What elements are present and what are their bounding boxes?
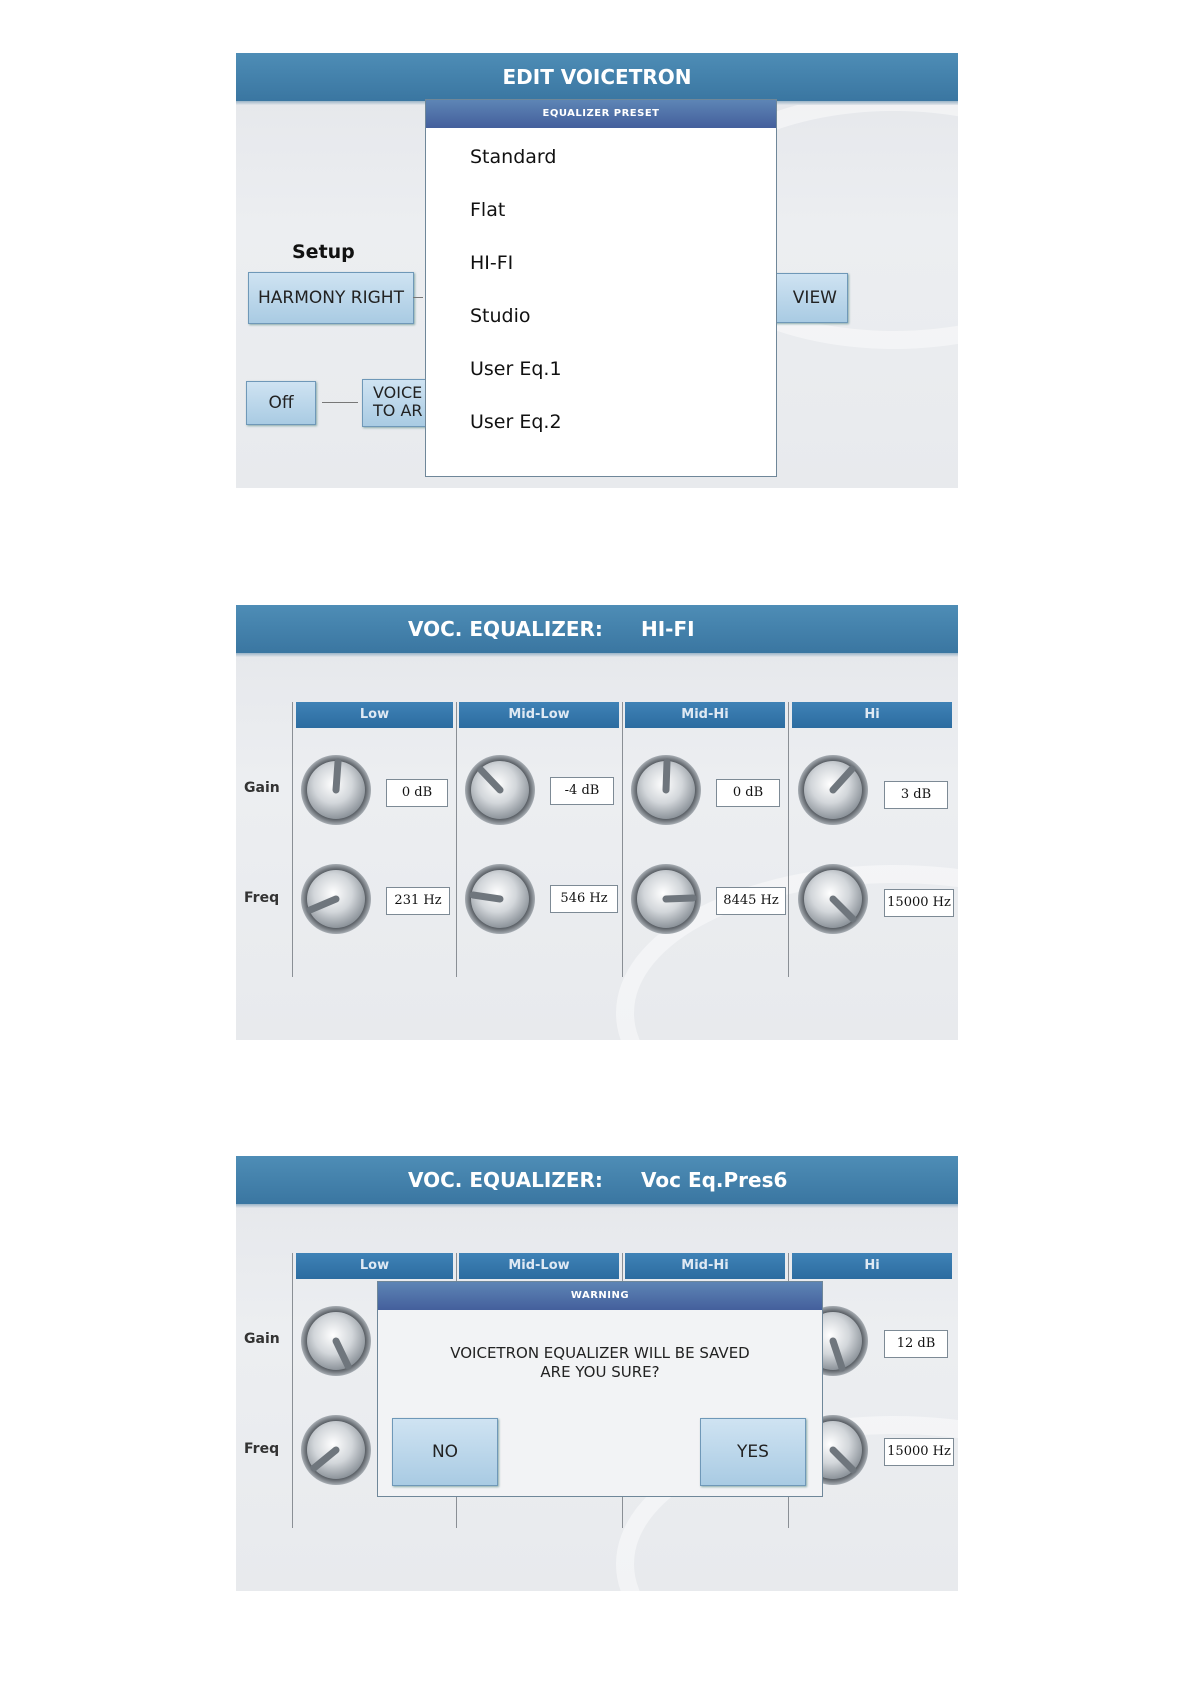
band-divider bbox=[788, 702, 789, 977]
title-label: VOC. EQUALIZER: bbox=[408, 617, 603, 641]
warning-header: WARNING bbox=[378, 1282, 822, 1310]
gain-value-hi[interactable]: 3 dB bbox=[884, 781, 948, 809]
preset-item-user-eq1[interactable]: User Eq.1 bbox=[470, 358, 562, 380]
gain-value-mid-hi[interactable]: 0 dB bbox=[716, 779, 780, 807]
title-preset-name: HI-FI bbox=[641, 617, 695, 641]
band-header-mid-low: Mid-Low bbox=[459, 1253, 619, 1279]
preset-item-user-eq2[interactable]: User Eq.2 bbox=[470, 411, 562, 433]
popup-header: EQUALIZER PRESET bbox=[426, 100, 776, 128]
voc-equalizer-screen bbox=[236, 605, 958, 1040]
preset-item-studio[interactable]: Studio bbox=[470, 305, 531, 327]
freq-row-label: Freq bbox=[244, 1441, 280, 1457]
preset-item-flat[interactable]: Flat bbox=[470, 199, 506, 221]
freq-knob-low[interactable] bbox=[299, 862, 373, 936]
view-button[interactable]: VIEW bbox=[766, 273, 848, 323]
band-header-hi: Hi bbox=[792, 1253, 952, 1279]
band-divider bbox=[292, 1253, 293, 1528]
gain-knob-low[interactable] bbox=[299, 753, 373, 827]
freq-row-label: Freq bbox=[244, 890, 280, 906]
freq-knob-mid-hi[interactable] bbox=[629, 862, 703, 936]
screen-title: EDIT VOICETRON bbox=[236, 53, 958, 101]
setup-label: Setup bbox=[292, 241, 355, 263]
gain-knob-mid-low[interactable] bbox=[463, 753, 537, 827]
preset-item-standard[interactable]: Standard bbox=[470, 146, 557, 168]
gain-value-low[interactable]: 0 dB bbox=[386, 779, 448, 807]
gain-knob-mid-hi[interactable] bbox=[629, 753, 703, 827]
gain-row-label: Gain bbox=[244, 1331, 280, 1347]
harmony-right-button[interactable]: HARMONY RIGHT bbox=[248, 272, 414, 324]
title-shadow bbox=[236, 653, 958, 657]
edit-voicetron-screen bbox=[236, 53, 958, 488]
freq-knob-low[interactable] bbox=[299, 1413, 373, 1487]
freq-value-hi[interactable]: 15000 Hz bbox=[884, 1438, 954, 1466]
gain-value-mid-low[interactable]: -4 dB bbox=[550, 777, 614, 805]
gain-row-label: Gain bbox=[244, 780, 280, 796]
freq-value-mid-hi[interactable]: 8445 Hz bbox=[716, 887, 786, 915]
warning-message-line2: ARE YOU SURE? bbox=[540, 1363, 660, 1381]
voice-button-line2: TO AR bbox=[373, 401, 423, 420]
freq-knob-hi[interactable] bbox=[796, 862, 870, 936]
yes-button[interactable]: YES bbox=[700, 1418, 806, 1486]
band-header-hi: Hi bbox=[792, 702, 952, 728]
freq-knob-mid-low[interactable] bbox=[463, 862, 537, 936]
band-divider bbox=[456, 702, 457, 977]
freq-value-hi[interactable]: 15000 Hz bbox=[884, 889, 954, 917]
band-header-mid-low: Mid-Low bbox=[459, 702, 619, 728]
off-button[interactable]: Off bbox=[246, 381, 316, 425]
band-header-mid-hi: Mid-Hi bbox=[625, 1253, 785, 1279]
screen-title bbox=[236, 1156, 958, 1204]
no-button[interactable]: NO bbox=[392, 1418, 498, 1486]
band-header-low: Low bbox=[296, 1253, 453, 1279]
equalizer-preset-popup bbox=[425, 99, 777, 477]
warning-dialog bbox=[377, 1281, 823, 1497]
band-divider bbox=[292, 702, 293, 977]
gain-knob-low[interactable] bbox=[299, 1304, 373, 1378]
title-preset-name: Voc Eq.Pres6 bbox=[641, 1168, 788, 1192]
gain-knob-hi[interactable] bbox=[796, 753, 870, 827]
screen-title bbox=[236, 605, 958, 653]
warning-message-line1: VOICETRON EQUALIZER WILL BE SAVED bbox=[450, 1344, 750, 1362]
band-header-mid-hi: Mid-Hi bbox=[625, 702, 785, 728]
gain-value-hi[interactable]: 12 dB bbox=[884, 1330, 948, 1358]
voc-equalizer-save-screen bbox=[236, 1156, 958, 1591]
voice-button-line1: VOICE bbox=[373, 383, 423, 402]
connector-line bbox=[322, 402, 358, 403]
title-label: VOC. EQUALIZER: bbox=[408, 1168, 603, 1192]
band-header-low: Low bbox=[296, 702, 453, 728]
preset-item-hifi[interactable]: HI-FI bbox=[470, 252, 514, 274]
connector-line bbox=[413, 297, 423, 298]
title-shadow bbox=[236, 1204, 958, 1208]
freq-value-low[interactable]: 231 Hz bbox=[386, 887, 450, 915]
freq-value-mid-low[interactable]: 546 Hz bbox=[550, 885, 618, 913]
band-divider bbox=[622, 702, 623, 977]
